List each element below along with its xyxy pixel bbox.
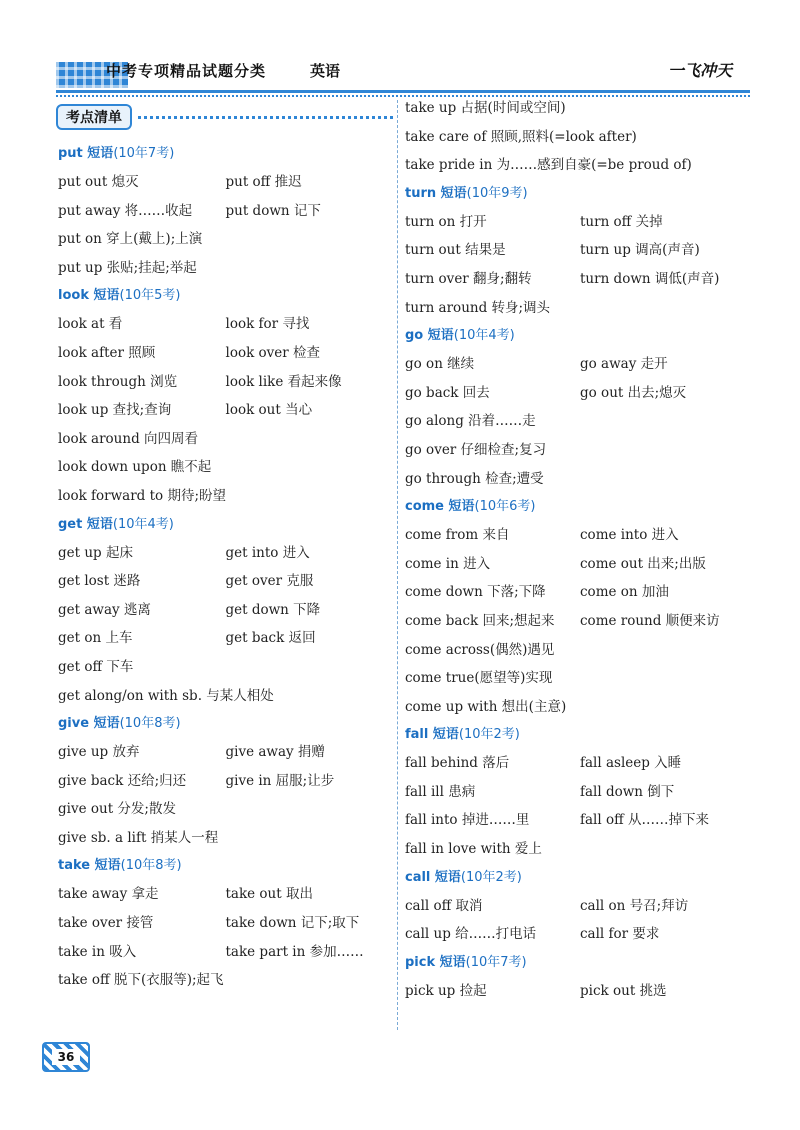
phrase-row: [58, 396, 393, 425]
phrase-entry: come down 下落;下降: [405, 584, 546, 601]
phrase-entry: look out 当心: [225, 402, 313, 419]
header-rule: [56, 90, 750, 93]
exam-frequency: (10年7考): [465, 954, 527, 970]
phrase-entry: turn up 调高(声音): [580, 242, 700, 259]
phrase-entry: get along/on with sb. 与某人相处: [58, 687, 274, 704]
phrase-entry: look after 照顾: [58, 344, 156, 361]
phrase-entry: come on 加油: [580, 584, 669, 601]
phrase-entry: go along 沿着……走: [405, 413, 536, 430]
phrase-entry: fall in love with 爱上: [405, 841, 542, 858]
phrase-row: [58, 168, 393, 197]
category-label: take 短语: [58, 858, 121, 874]
phrase-row: [58, 453, 393, 482]
phrase-entry: come from 来自: [405, 527, 510, 544]
phrase-entry: get lost 迷路: [58, 573, 141, 590]
category-heading: [405, 180, 755, 208]
phrase-row: [58, 624, 393, 653]
phrase-row: [405, 208, 755, 237]
phrase-entry: give sb. a lift 捎某人一程: [58, 829, 219, 846]
phrase-entry: go over 仔细检查;复习: [405, 441, 547, 458]
phrase-entry: give out 分发;散发: [58, 801, 176, 818]
phrase-row: [58, 682, 393, 711]
phrase-row: [58, 368, 393, 397]
phrase-entry: come up with 想出(主意): [405, 698, 567, 715]
phrase-entry: look up 查找;查询: [58, 402, 172, 419]
category-label: pick 短语: [405, 954, 466, 970]
phrase-entry: put out 熄灭: [58, 174, 139, 190]
category-label: look 短语: [58, 288, 120, 304]
phrase-entry: look around 向四周看: [58, 430, 198, 447]
phrase-row: [405, 778, 755, 807]
phrase-entry: come round 顺便来访: [580, 612, 720, 629]
exam-frequency: (10年8考): [120, 858, 182, 874]
phrase-row: [405, 521, 755, 550]
phrase-row: [405, 664, 755, 693]
phrase-entry: put down 记下: [225, 202, 321, 219]
phrase-entry: come out 出来;出版: [580, 555, 706, 572]
phrase-entry: come across(偶然)遇见: [405, 641, 555, 658]
phrase-entry: pick out 挑选: [580, 982, 667, 999]
phrase-entry: put away 将……收起: [58, 202, 193, 219]
phrase-entry: turn over 翻身;翻转: [405, 270, 532, 287]
phrase-entry: look through 浏览: [58, 373, 178, 390]
phrase-row: [58, 482, 393, 511]
phrase-row: [405, 693, 755, 722]
phrase-row: [405, 607, 755, 636]
phrase-row: [405, 151, 755, 180]
phrase-row: [58, 653, 393, 682]
phrase-entry: go through 检查;遭受: [405, 470, 544, 487]
phrase-row: [58, 938, 393, 967]
phrase-entry: go out 出去;熄灭: [580, 384, 687, 401]
phrase-entry: put on 穿上(戴上);上演: [58, 231, 203, 248]
phrase-entry: call off 取消: [405, 897, 483, 914]
left-phrase-list: [58, 140, 393, 995]
phrase-row: [58, 339, 393, 368]
phrase-entry: turn down 调低(声音): [580, 270, 720, 287]
phrase-entry: turn on 打开: [405, 213, 487, 230]
phrase-row: [405, 749, 755, 778]
column-divider: [397, 100, 398, 1030]
category-label: get 短语: [58, 516, 113, 532]
exam-frequency: (10年7考): [113, 146, 175, 161]
phrase-entry: get into 进入: [225, 544, 310, 561]
phrase-row: [58, 738, 393, 767]
phrase-entry: take out 取出: [225, 886, 313, 903]
phrase-entry: look down upon 瞧不起: [58, 459, 212, 476]
phrase-entry: take part in 参加……: [225, 943, 364, 960]
category-heading: [405, 493, 755, 521]
exam-frequency: (10年8考): [119, 716, 181, 732]
phrase-row: [405, 892, 755, 921]
phrase-entry: come into 进入: [580, 527, 679, 544]
phrase-entry: get back 返回: [225, 630, 316, 647]
phrase-row: [405, 977, 755, 1006]
phrase-row: [58, 310, 393, 339]
phrase-row: [405, 123, 755, 152]
phrase-row: [405, 350, 755, 379]
phrase-row: [58, 567, 393, 596]
category-heading: [58, 282, 393, 310]
phrase-entry: look forward to 期待;盼望: [58, 487, 227, 504]
phrase-entry: take up 占据(时间或空间): [405, 100, 566, 116]
category-label: call 短语: [405, 869, 461, 885]
phrase-row: [405, 578, 755, 607]
phrase-entry: call on 号召;拜访: [580, 897, 689, 914]
phrase-row: [405, 806, 755, 835]
category-heading: [58, 852, 393, 880]
phrase-entry: look at 看: [58, 316, 123, 333]
phrase-entry: give back 还给;归还: [58, 772, 187, 789]
phrase-entry: get away 逃离: [58, 601, 151, 618]
category-heading: [405, 864, 755, 892]
category-label: give 短语: [58, 716, 120, 732]
phrase-row: [58, 824, 393, 853]
category-heading: [58, 511, 393, 539]
phrase-row: [405, 550, 755, 579]
category-heading: [405, 322, 755, 350]
category-heading: [405, 949, 755, 977]
phrase-row: [58, 425, 393, 454]
category-label: turn 短语: [405, 185, 467, 201]
phrase-entry: go away 走开: [580, 356, 668, 373]
phrase-entry: get on 上车: [58, 630, 133, 647]
right-continued-list: [405, 94, 755, 180]
phrase-entry: go back 回去: [405, 384, 490, 401]
header-title: 中考专项精品试题分类: [106, 62, 267, 80]
exam-frequency: (10年4考): [112, 516, 174, 532]
phrase-entry: come in 进入: [405, 555, 491, 572]
phrase-row: [58, 225, 393, 254]
exam-frequency: (10年6考): [474, 499, 536, 515]
phrase-entry: call up 给……打电话: [405, 926, 537, 943]
phrase-entry: fall ill 患病: [405, 783, 476, 800]
category-heading: [405, 721, 755, 749]
right-phrase-list: [405, 180, 755, 1006]
phrase-entry: turn out 结果是: [405, 242, 506, 259]
phrase-entry: fall asleep 入睡: [580, 755, 682, 772]
phrase-row: [58, 909, 393, 938]
phrase-entry: come true(愿望等)实现: [405, 670, 553, 687]
phrase-row: [405, 465, 755, 494]
phrase-row: [405, 265, 755, 294]
phrase-entry: look for 寻找: [225, 316, 310, 333]
category-heading: [58, 140, 393, 168]
page-number-badge: [42, 1042, 90, 1072]
phrase-entry: turn off 关掉: [580, 213, 663, 230]
phrase-entry: fall behind 落后: [405, 755, 510, 772]
brand-logo: 一飞冲天: [667, 61, 732, 80]
phrase-entry: give away 捐赠: [225, 744, 325, 761]
phrase-entry: come back 回来;想起来: [405, 612, 555, 629]
phrase-row: [58, 254, 393, 283]
phrase-entry: take away 拿走: [58, 886, 159, 903]
phrase-entry: get down 下降: [225, 601, 321, 618]
phrase-entry: take pride in 为……感到自豪(=be proud of): [405, 157, 692, 174]
phrase-entry: give in 屈服;让步: [225, 772, 335, 789]
exam-frequency: (10年5考): [119, 288, 181, 304]
phrase-entry: take in 吸入: [58, 943, 137, 960]
phrase-row: [58, 539, 393, 568]
phrase-entry: put off 推迟: [225, 174, 302, 190]
phrase-row: [58, 795, 393, 824]
category-heading: [58, 710, 393, 738]
phrase-entry: get up 起床: [58, 544, 133, 561]
phrase-row: [405, 636, 755, 665]
page-header: [40, 56, 750, 94]
phrase-entry: get off 下车: [58, 658, 134, 675]
phrase-row: [58, 880, 393, 909]
left-column: [58, 104, 393, 995]
phrase-row: [405, 920, 755, 949]
phrase-row: [58, 767, 393, 796]
phrase-row: [405, 379, 755, 408]
phrase-row: [58, 596, 393, 625]
phrase-row: [58, 966, 393, 995]
phrase-entry: give up 放弃: [58, 744, 140, 761]
exam-frequency: (10年4考): [453, 328, 515, 344]
phrase-entry: take down 记下;取下: [225, 915, 360, 932]
phrase-entry: look like 看起来像: [225, 373, 342, 390]
right-column: [405, 94, 755, 1005]
phrase-row: [405, 835, 755, 864]
phrase-entry: put up 张贴;挂起;举起: [58, 259, 197, 276]
banner-label: 考点清单: [56, 104, 132, 130]
phrase-entry: turn around 转身;调头: [405, 299, 551, 316]
phrase-entry: fall down 倒下: [580, 783, 675, 800]
phrase-row: [405, 94, 755, 123]
phrase-entry: call for 要求: [580, 926, 660, 943]
exam-frequency: (10年2考): [460, 869, 522, 885]
category-label: come 短语: [405, 499, 475, 515]
phrase-entry: go on 继续: [405, 356, 475, 373]
section-banner: [56, 104, 393, 130]
exam-frequency: (10年9考): [466, 185, 528, 201]
phrase-entry: look over 检查: [225, 344, 321, 361]
phrase-entry: get over 克服: [225, 573, 314, 590]
phrase-entry: take over 接管: [58, 915, 154, 932]
header-subject: 英语: [310, 62, 341, 80]
phrase-entry: take care of 照顾,照料(=look after): [405, 128, 637, 145]
exam-frequency: (10年2考): [458, 727, 520, 743]
phrase-row: [58, 197, 393, 226]
phrase-entry: pick up 捡起: [405, 982, 487, 999]
phrase-entry: fall into 掉进……里: [405, 812, 530, 829]
phrase-row: [405, 436, 755, 465]
phrase-entry: fall off 从……掉下来: [580, 812, 709, 829]
category-label: put 短语: [58, 146, 114, 161]
category-label: go 短语: [405, 328, 454, 344]
category-label: fall 短语: [405, 727, 459, 743]
banner-dots: [138, 116, 393, 119]
phrase-row: [405, 294, 755, 323]
phrase-row: [405, 236, 755, 265]
phrase-entry: take off 脱下(衣服等);起飞: [58, 972, 224, 989]
page-number: 36: [52, 1049, 80, 1065]
phrase-row: [405, 407, 755, 436]
